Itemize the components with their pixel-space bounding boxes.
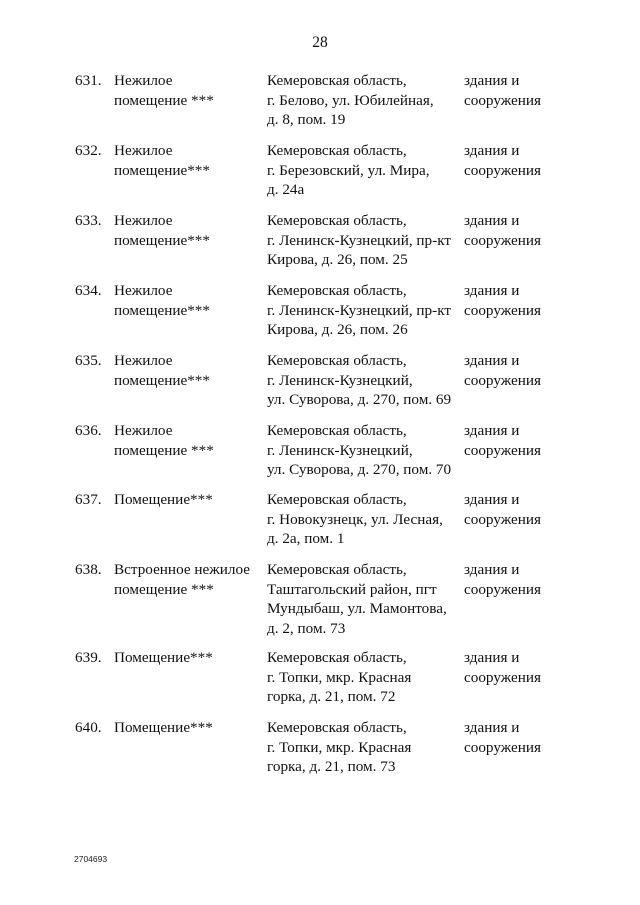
document-code: 2704693 bbox=[74, 854, 108, 864]
property-category: здания и сооружения bbox=[464, 719, 541, 756]
row-number: 640. bbox=[75, 719, 102, 736]
property-address: Кемеровская область, г. Ленинск-Кузнецкий, ул. Суворова, д. 270, пом. 69 bbox=[267, 352, 452, 408]
row-number: 636. bbox=[75, 422, 102, 439]
property-name: Нежилое помещение*** bbox=[114, 212, 210, 249]
property-address: Кемеровская область, Таштагольский район, пгт Мундыбаш, ул. Мамонтова, д. 2, пом. 73 bbox=[267, 561, 447, 637]
property-name: Нежилое помещение*** bbox=[114, 142, 210, 179]
property-address: Кемеровская область, г. Топки, мкр. Красная горка, д. 21, пом. 73 bbox=[267, 719, 412, 775]
property-category: здания и сооружения bbox=[464, 352, 541, 389]
property-category: здания и сооружения bbox=[464, 491, 541, 528]
row-number: 631. bbox=[75, 72, 102, 89]
row-number: 632. bbox=[75, 142, 102, 159]
row-number: 634. bbox=[75, 282, 102, 299]
property-address: Кемеровская область, г. Топки, мкр. Красная горка, д. 21, пом. 72 bbox=[267, 649, 412, 705]
property-category: здания и сооружения bbox=[464, 142, 541, 179]
property-address: Кемеровская область, г. Березовский, ул. Мира, д. 24а bbox=[267, 142, 430, 198]
property-name: Нежилое помещение *** bbox=[114, 422, 214, 459]
row-number: 638. bbox=[75, 561, 102, 578]
property-category: здания и сооружения bbox=[464, 649, 541, 686]
property-name: Нежилое помещение*** bbox=[114, 282, 210, 319]
property-name: Помещение*** bbox=[114, 719, 213, 736]
property-category: здания и сооружения bbox=[464, 561, 541, 598]
property-category: здания и сооружения bbox=[464, 72, 541, 109]
property-name: Помещение*** bbox=[114, 491, 213, 508]
property-name: Нежилое помещение *** bbox=[114, 72, 214, 109]
property-category: здания и сооружения bbox=[464, 212, 541, 249]
row-number: 633. bbox=[75, 212, 102, 229]
property-address: Кемеровская область, г. Ленинск-Кузнецкий, пр-кт Кирова, д. 26, пом. 25 bbox=[267, 212, 452, 268]
row-number: 635. bbox=[75, 352, 102, 369]
property-name: Нежилое помещение*** bbox=[114, 352, 210, 389]
property-name: Помещение*** bbox=[114, 649, 213, 666]
property-address: Кемеровская область, г. Ленинск-Кузнецкий, пр-кт Кирова, д. 26, пом. 26 bbox=[267, 282, 452, 338]
property-category: здания и сооружения bbox=[464, 282, 541, 319]
row-number: 639. bbox=[75, 649, 102, 666]
row-number: 637. bbox=[75, 491, 102, 508]
property-address: Кемеровская область, г. Ленинск-Кузнецкий, ул. Суворова, д. 270, пом. 70 bbox=[267, 422, 452, 478]
property-address: Кемеровская область, г. Новокузнецк, ул. Лесная, д. 2а, пом. 1 bbox=[267, 491, 443, 547]
property-address: Кемеровская область, г. Белово, ул. Юбилейная, д. 8, пом. 19 bbox=[267, 72, 434, 128]
property-name: Встроенное нежилое помещение *** bbox=[114, 561, 250, 598]
property-category: здания и сооружения bbox=[464, 422, 541, 459]
page-number: 28 bbox=[312, 34, 328, 51]
